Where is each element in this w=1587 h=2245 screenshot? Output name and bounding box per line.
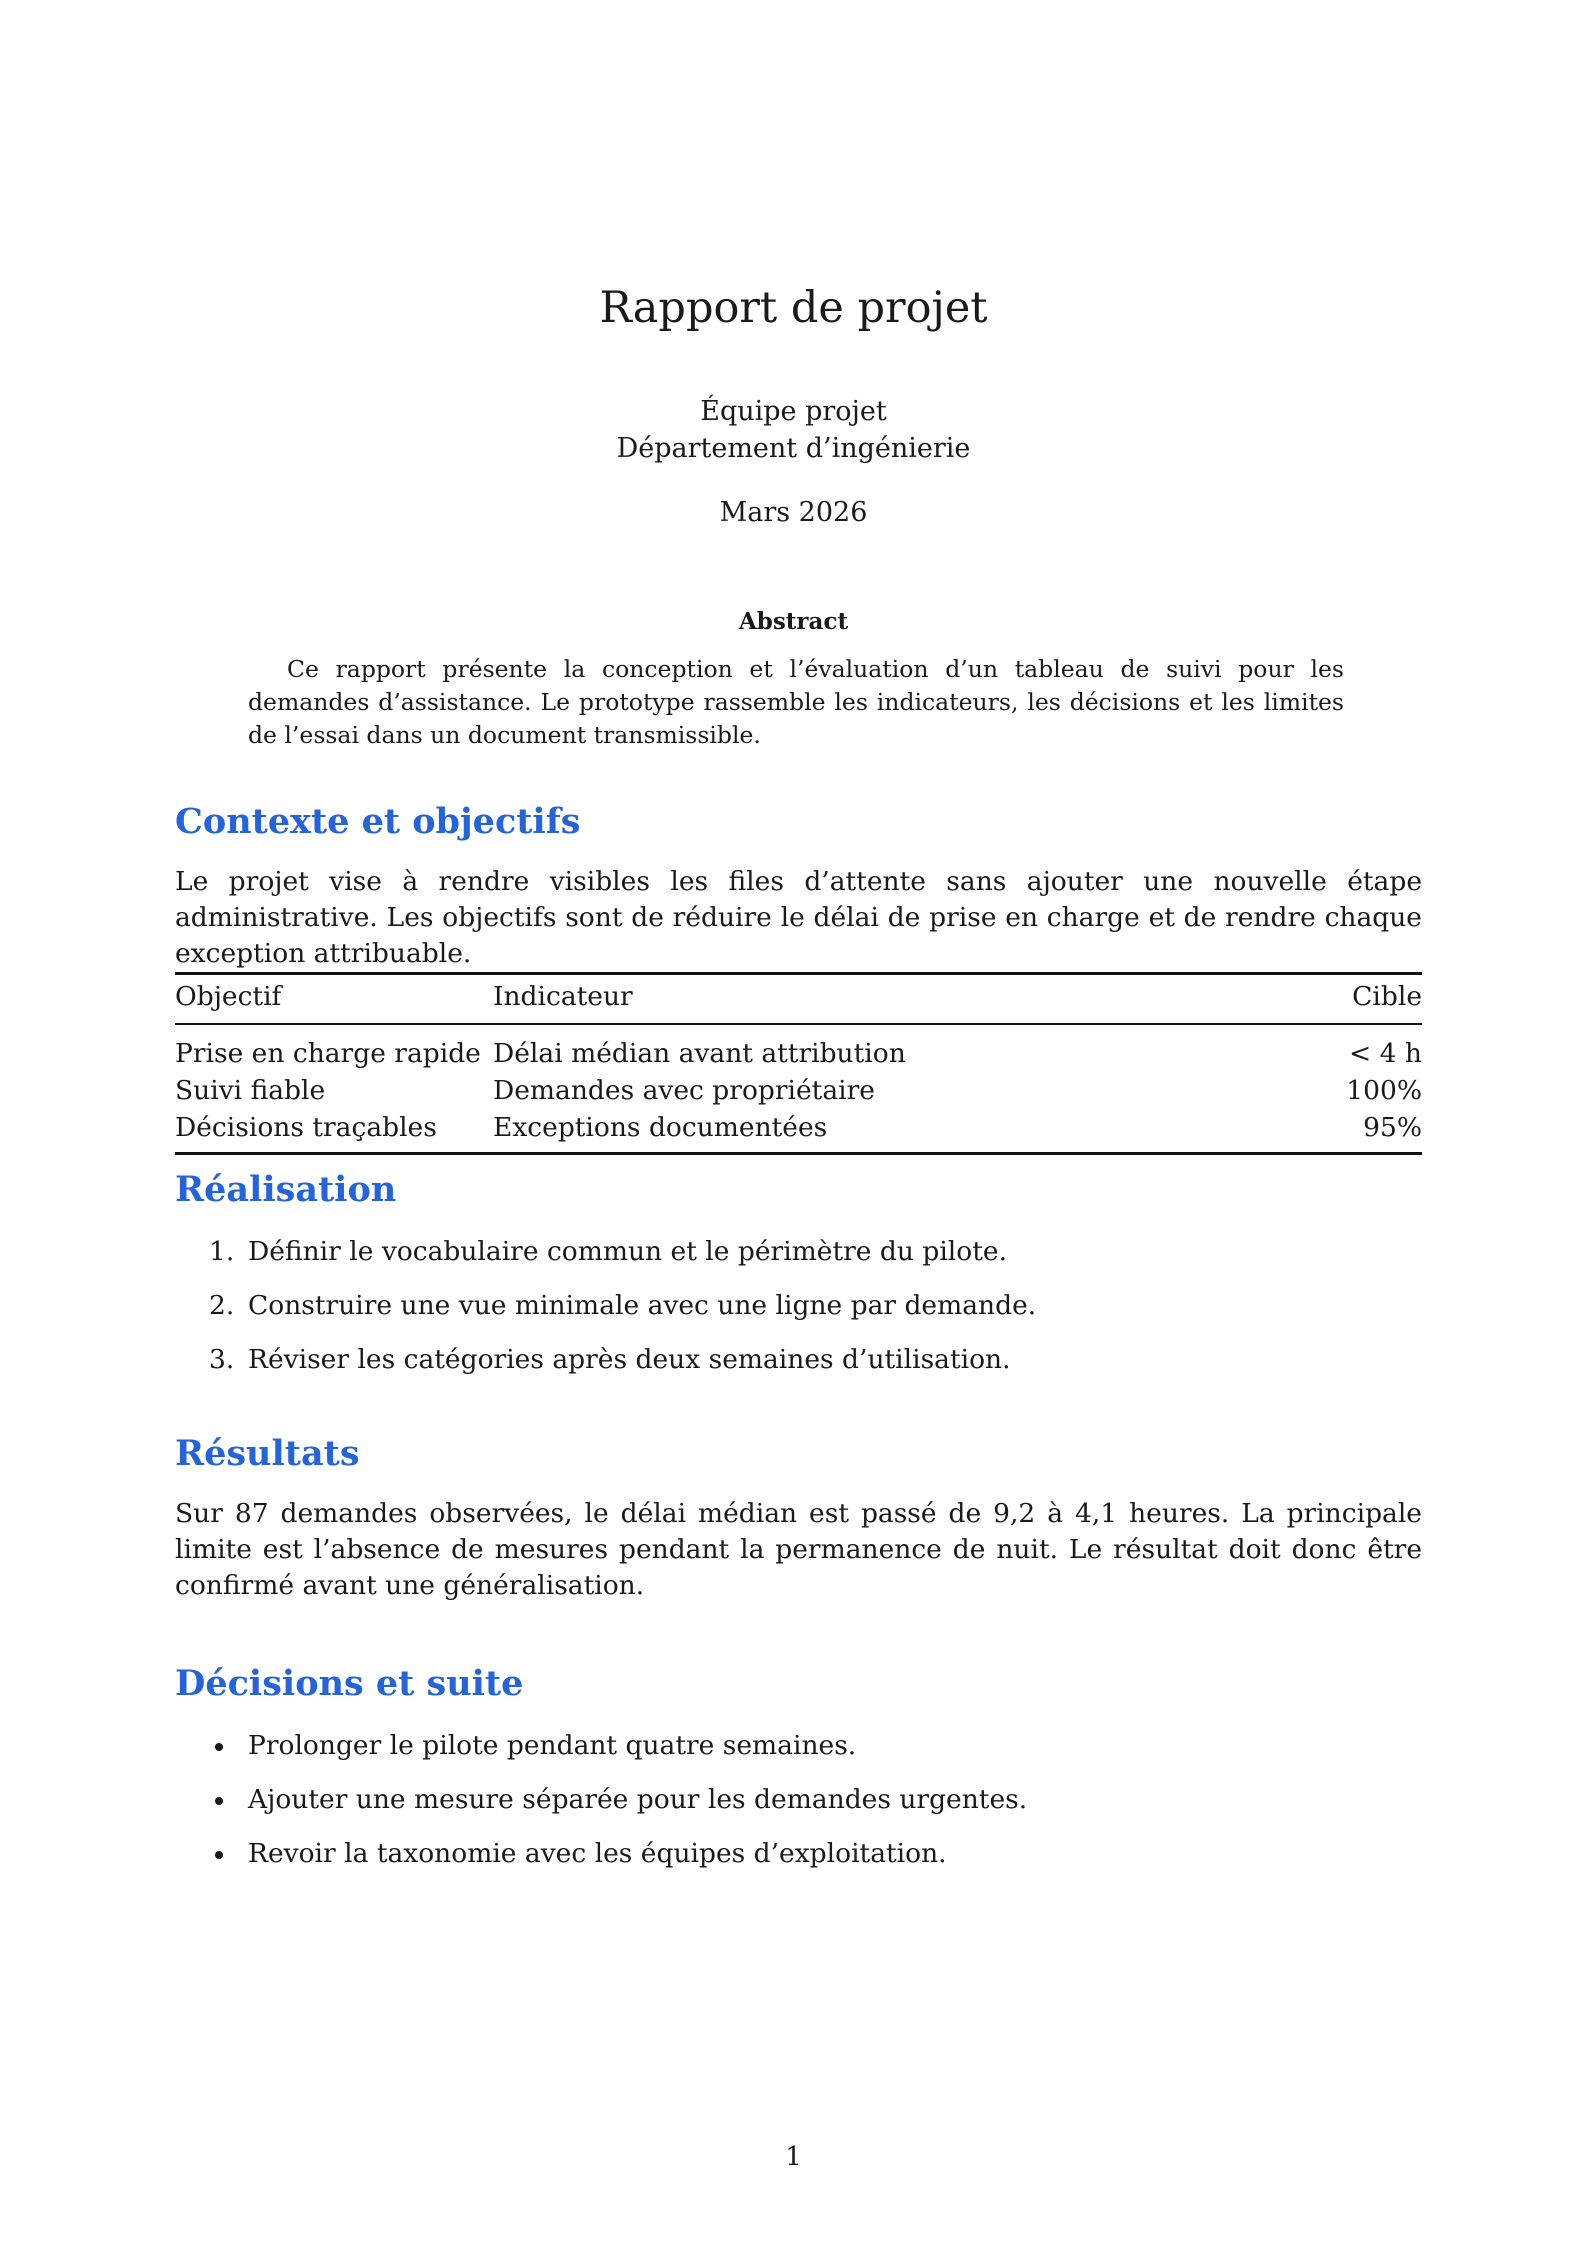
table-row <box>175 1072 1422 1109</box>
list-item-number: 3. <box>209 1344 235 1375</box>
realisation-steps-list <box>175 1234 1422 1396</box>
section-results <box>175 1432 1422 1604</box>
list-item-number: 1. <box>209 1236 235 1267</box>
table-cell-cible: < 4 h <box>1349 1037 1422 1069</box>
results-paragraph: Sur 87 demandes observées, le délai médian est passé de 9,2 à 4,1 heures. La principale limite est l’absence de mesures pendant la permanence de nuit. Le résultat doit donc être confirmé avant une généralisation. <box>175 1498 1422 1601</box>
table-header-cible: Cible <box>1352 981 1422 1012</box>
list-item-text: Revoir la taxonomie avec les équipes d’exploitation. <box>248 1838 947 1869</box>
author-affiliation: Département d’ingénierie <box>616 433 971 464</box>
list-item <box>175 1782 1422 1836</box>
table-cell-cible: 100% <box>1346 1074 1422 1106</box>
section-heading-realisation: Réalisation <box>175 1169 397 1210</box>
table-row <box>175 1109 1422 1154</box>
table-cell-indicateur: Demandes avec propriétaire <box>493 1074 875 1106</box>
list-item-number: 2. <box>209 1290 235 1321</box>
bullet-icon <box>215 1797 223 1805</box>
table-cell-indicateur: Exceptions documentées <box>493 1111 828 1143</box>
table-header-indicateur: Indicateur <box>493 981 633 1012</box>
list-item-text: Définir le vocabulaire commun et le périmètre du pilote. <box>248 1236 1007 1267</box>
list-item <box>175 1234 1422 1288</box>
list-item <box>175 1288 1422 1342</box>
document-date: Mars 2026 <box>719 497 868 528</box>
list-item-text: Réviser les catégories après deux semaines d’utilisation. <box>248 1344 1011 1375</box>
abstract-text: Ce rapport présente la conception et l’évaluation d’un tableau de suivi pour les demandes d’assistance. Le prototype rassemble les indicateurs, les décisions et les limites de l’essai dans un document transmissible. <box>248 655 1344 749</box>
objectives-table <box>175 972 1422 1155</box>
section-heading-results: Résultats <box>175 1433 360 1474</box>
author-block <box>0 393 1587 467</box>
list-item <box>175 1728 1422 1782</box>
list-item <box>175 1836 1422 1890</box>
author-name: Équipe projet <box>700 396 887 427</box>
table-cell-objectif: Prise en charge rapide <box>175 1037 481 1069</box>
table-cell-objectif: Suivi fiable <box>175 1074 326 1106</box>
table-cell-indicateur: Délai médian avant attribution <box>493 1037 906 1069</box>
page-number: 1 <box>785 2142 802 2172</box>
section-realisation <box>175 1168 1422 1396</box>
section-heading-decisions: Décisions et suite <box>175 1663 524 1704</box>
abstract-heading: Abstract <box>738 608 849 635</box>
table-header-row <box>175 974 1422 1025</box>
list-item-text: Prolonger le pilote pendant quatre semaines. <box>248 1730 857 1761</box>
bullet-icon <box>215 1743 223 1751</box>
list-item-text: Construire une vue minimale avec une ligne par demande. <box>248 1290 1037 1321</box>
table-header-objectif: Objectif <box>175 981 282 1012</box>
document-title: Rapport de projet <box>599 283 988 333</box>
context-intro-paragraph: Le projet vise à rendre visibles les files d’attente sans ajouter une nouvelle étape administrative. Les objectifs sont de réduire le délai de prise en charge et de rendre chaque exception attribuable. <box>175 866 1422 969</box>
decisions-bullet-list <box>175 1728 1422 1890</box>
table-cell-objectif: Décisions traçables <box>175 1111 437 1143</box>
list-item-text: Ajouter une mesure séparée pour les demandes urgentes. <box>248 1784 1028 1815</box>
bullet-icon <box>215 1851 223 1859</box>
section-decisions <box>175 1662 1422 1890</box>
section-context <box>175 800 1422 1155</box>
list-item <box>175 1342 1422 1396</box>
table-row <box>175 1024 1422 1072</box>
section-heading-context: Contexte et objectifs <box>175 801 581 842</box>
table-cell-cible: 95% <box>1363 1111 1422 1143</box>
